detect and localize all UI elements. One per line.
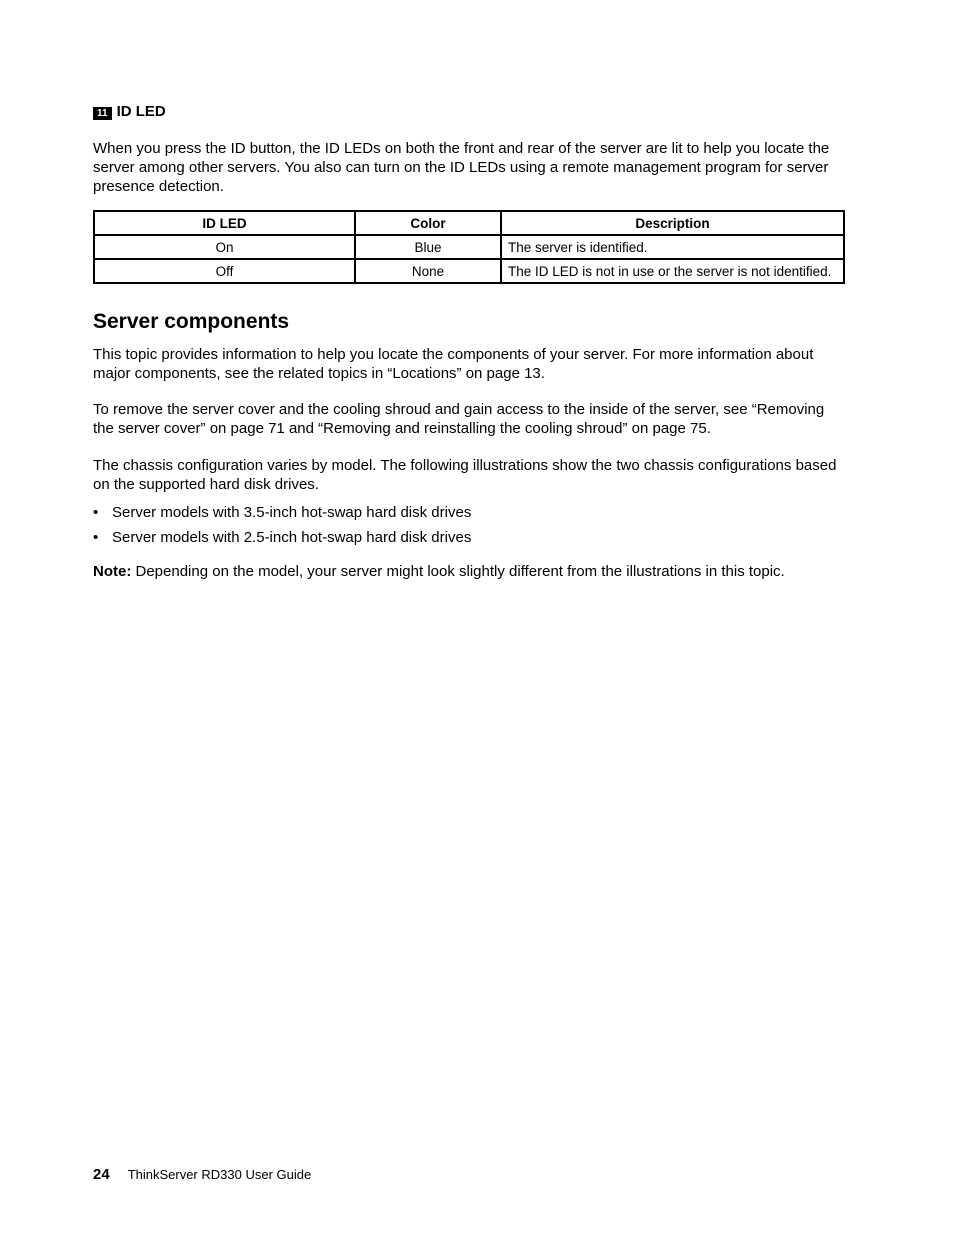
section-paragraph-chassis: The chassis configuration varies by model. The following illustrations show the two chassis configurations based on the supported hard disk drives.	[93, 457, 837, 493]
table-cell-state: Off	[94, 259, 355, 283]
callout-number-badge: 11	[93, 107, 112, 120]
table-cell-state: On	[94, 235, 355, 259]
list-item-text: Server models with 2.5-inch hot-swap hard disk drives	[112, 529, 472, 546]
section-paragraph-locations: This topic provides information to help you locate the components of your server. For more information about major components, see the related topics in “Locations” on page 13.	[93, 346, 814, 382]
note-label: Note:	[93, 563, 132, 580]
footer-page-number: 24	[93, 1166, 110, 1183]
bullet-icon: •	[93, 504, 99, 521]
id-led-table	[93, 210, 845, 284]
table-header-description: Description	[501, 211, 844, 235]
table-header-row	[94, 211, 844, 235]
callout-title: ID LED	[116, 103, 166, 120]
table-header-color: Color	[355, 211, 501, 235]
footer-document-title: ThinkServer RD330 User Guide	[127, 1167, 312, 1182]
table-cell-description: The server is identified.	[501, 235, 844, 259]
intro-paragraph: When you press the ID button, the ID LEDs on both the front and rear of the server are lit to help you locate the server among other servers. You also can turn on the ID LEDs using a remote management program for server presence detection.	[93, 140, 830, 195]
table-cell-color: Blue	[355, 235, 501, 259]
table-row	[94, 259, 844, 283]
table-cell-description: The ID LED is not in use or the server is not identified.	[501, 259, 844, 283]
table-cell-color: None	[355, 259, 501, 283]
page-footer	[93, 1166, 311, 1183]
list-item	[93, 528, 471, 547]
table-header-id-led: ID LED	[94, 211, 355, 235]
section-title: Server components	[93, 310, 290, 333]
table-row	[94, 235, 844, 259]
bullet-icon: •	[93, 529, 99, 546]
section-paragraph-cover: To remove the server cover and the cooling shroud and gain access to the inside of the server, see “Removing the server cover” on page 71 and “Removing and reinstalling the cooling shroud” on page 75.	[93, 401, 825, 437]
chassis-bullet-list	[93, 503, 471, 553]
callout-heading	[93, 103, 166, 121]
list-item	[93, 503, 471, 522]
list-item-text: Server models with 3.5-inch hot-swap hard disk drives	[112, 504, 472, 521]
note-text: Depending on the model, your server might look slightly different from the illustrations in this topic.	[131, 563, 785, 580]
note-paragraph	[93, 562, 845, 581]
